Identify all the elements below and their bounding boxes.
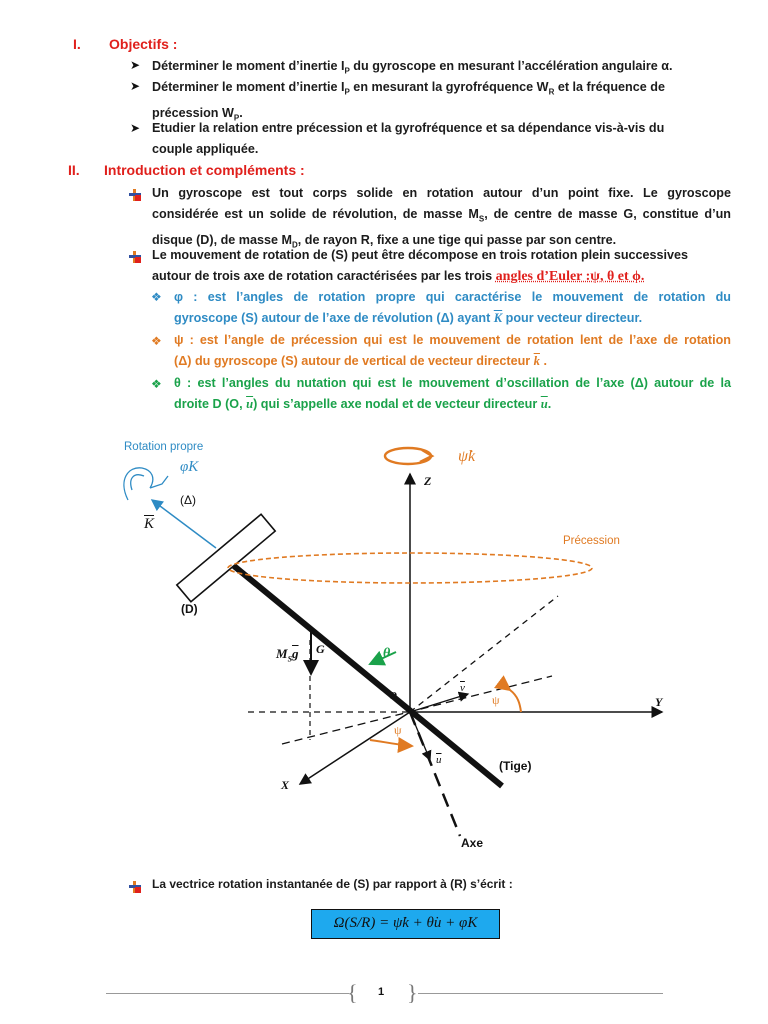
label-x: X [281, 778, 290, 792]
section-2-heading [68, 162, 305, 178]
footer-brace-left: { [347, 980, 358, 1005]
label-y: Y [655, 695, 663, 709]
bullet-icon [129, 880, 141, 892]
label-psi-k: ψ̇k [458, 448, 476, 465]
diamond-bullet-icon: ❖ [151, 334, 162, 348]
phi-definition: φ : est l’angles de rotation propre qui caractérise le mouvement de rotation du gyroscope (S) autour de l’axe de révolution (Δ) ayant $\overline{K}$ pour vecteur directeur. [174, 290, 731, 325]
intro-paragraph-2: Le mouvement de rotation de (S) peut être décompose en trois rotation plein successives autour de trois axe de rotation caractérisées par les trois angles d’Euler :ψ, θ et ϕ. [152, 248, 689, 284]
psi-arc-2 [370, 740, 412, 746]
label-g: G [316, 642, 325, 656]
arrow-bullet-icon: ➤ [130, 121, 141, 135]
footer-line-right [418, 993, 663, 994]
psi-arc-1 [510, 690, 521, 712]
diamond-bullet-icon: ❖ [151, 290, 162, 304]
footer-brace-right: } [407, 980, 418, 1005]
label-disk: (D) [181, 602, 198, 616]
footer-line-left [106, 993, 349, 994]
section-2-title: Introduction et compléments : [104, 162, 305, 178]
diamond-bullet-icon: ❖ [151, 377, 162, 391]
rotation-equation: Ω(S/R) = ψ̇k + θ̇u + φ̇K [311, 909, 500, 939]
label-z: Z [424, 474, 432, 488]
k-vector [152, 500, 216, 548]
section-1-heading [73, 36, 177, 52]
objective-1: Déterminer le moment d’inertie $I_P$ du gyroscope en mesurant l’accélération angulaire α. [152, 59, 673, 76]
label-theta: θ [383, 646, 391, 661]
arrow-bullet-icon: ➤ [130, 58, 141, 72]
label-psi-1: ψ [492, 693, 500, 707]
arrow-bullet-icon: ➤ [130, 79, 141, 93]
bullet-icon [129, 250, 141, 262]
label-tige: (Tige) [499, 759, 532, 773]
label-psi-2: ψ [394, 723, 402, 737]
page-number: 1 [378, 986, 385, 998]
label-rotation-propre: Rotation propre [124, 441, 204, 453]
section-1-title: Objectifs : [109, 36, 178, 52]
gyroscope-diagram [0, 430, 768, 860]
euler-angles: angles d’Euler :ψ, θ et ϕ. [495, 268, 645, 284]
label-axe: Axe [461, 836, 484, 850]
section-2-number: II. [68, 162, 80, 178]
bullet-icon [129, 188, 141, 200]
tige-rod [234, 566, 502, 786]
intro-paragraph-1: Un gyroscope est tout corps solide en rotation autour d’un point fixe. Le gyroscope considérée est un solide de révolution, de masse $M_S$, de centre de masse G, constitue d’un disque (D), de masse $M_D$, de rayon R, fixe a une tige qui passe par son centre. [152, 186, 731, 250]
section-1-number: I. [73, 36, 81, 52]
closing-text: La vectrice rotation instantanée de (S) par rapport à (R) s’écrit : [152, 877, 513, 891]
psi-definition: ψ : est l’angle de précession qui est le mouvement de rotation lent de l’axe de rotation (Δ) du gyroscope (S) autour de vertical de vecteur directeur $\overline{k}$ . [174, 333, 731, 368]
label-k-vector: $\overline{K}$ [144, 516, 155, 532]
rotation-propre-icon [124, 468, 168, 500]
label-u: $\overline{u}$ [436, 754, 442, 766]
objective-2: Déterminer le moment d’inertie $I_P$ en mesurant la gyrofréquence $W_R$ et la fréquence de précession $W_P$. [152, 80, 665, 123]
label-delta: (Δ) [180, 493, 197, 507]
precession-rotation-icon [385, 448, 432, 464]
theta-definition: θ : est l’angles du nutation qui est le mouvement d’oscillation de l’axe (Δ) autour de la droite D (O, $\overline{u}$) qui s’appelle axe nodal et de vecteur directeur $\overline{u}$. [174, 376, 731, 411]
label-o: O [389, 690, 397, 702]
label-v: $\overline{v}$ [460, 682, 465, 694]
label-phi-k: φ̇K [180, 459, 199, 475]
label-msg: $M_S\overline{g}$ [276, 646, 299, 664]
objective-3: Etudier la relation entre précession et la gyrofréquence et sa dépendance vis-à-vis du couple appliquée. [152, 121, 665, 156]
label-precession: Précession [563, 535, 620, 547]
